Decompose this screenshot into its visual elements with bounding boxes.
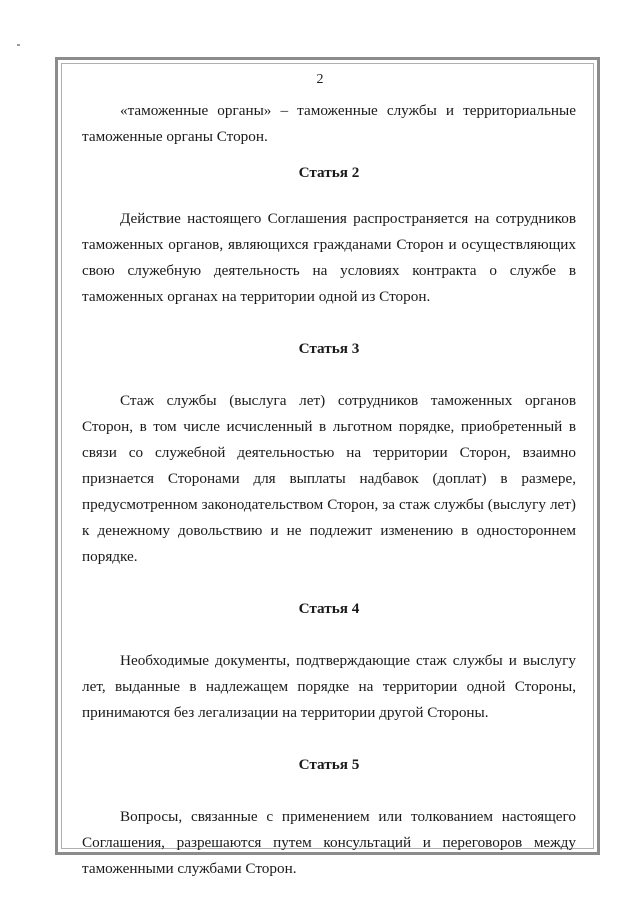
intro-paragraph: «таможенные органы» – таможенные службы и территориальные таможенные органы Сторон. [82,102,576,145]
article-5-heading: Статья 5 [298,756,360,773]
document-body [82,98,576,882]
article-2-heading: Статья 2 [298,164,360,181]
article-3-heading: Статья 3 [298,340,360,357]
article-5-text: Вопросы, связанные с применением или толкованием настоящего Соглашения, разрешаются путем консультаций и переговоров между таможенными службами Сторон. [82,808,576,877]
page-number: 2 [316,72,324,87]
article-3-text: Стаж службы (выслуга лет) сотрудников таможенных органов Сторон, в том числе исчисленный в льготном порядке, приобретенный в связи со служебной деятельностью на территории Сторон, взаимно признается Сторонами для выплаты надбавок (доплат) в размере, предусмотренном законодательством Сторон, за стаж службы (выслугу лет) к денежному довольствию и не подлежит изменению в одностороннем порядке. [82,392,576,565]
scan-speck [17,44,20,46]
article-4-heading: Статья 4 [298,600,360,617]
article-4-text: Необходимые документы, подтверждающие стаж службы и выслугу лет, выданные в надлежащем порядке на территории одной Стороны, принимаются без легализации на территории другой Стороны. [82,652,576,721]
article-2-text: Действие настоящего Соглашения распространяется на сотрудников таможенных органов, являющихся гражданами Сторон и осуществляющих свою служебную деятельность на условиях контракта о службе в таможенных органах на территории одной из Сторон. [82,210,576,305]
